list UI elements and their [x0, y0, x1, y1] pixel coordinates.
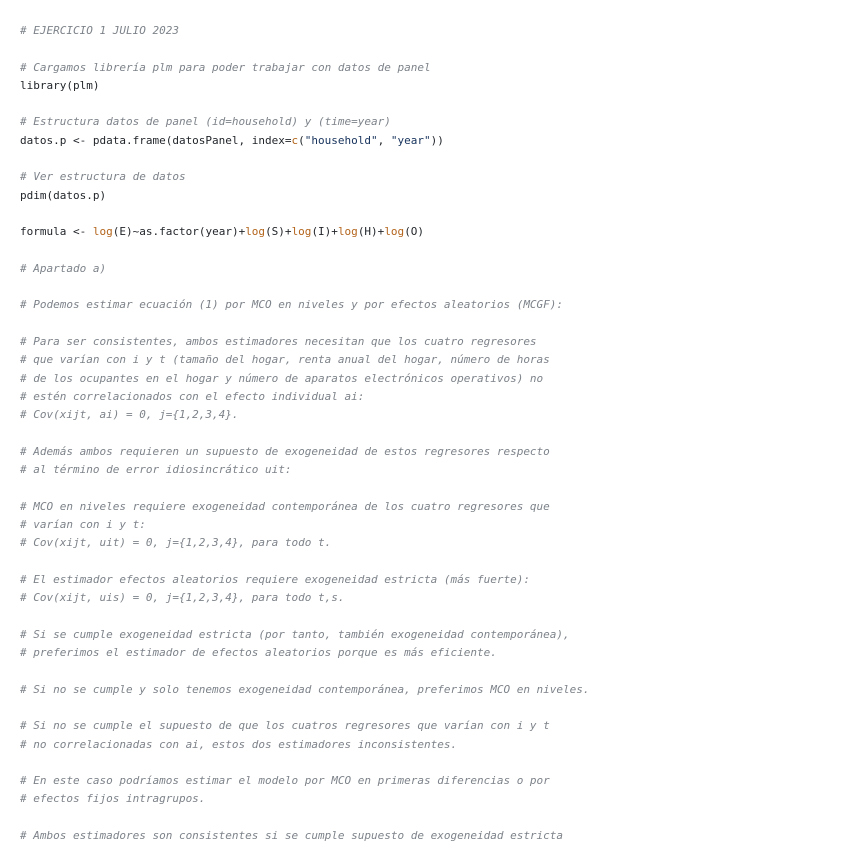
blank-line[interactable] — [20, 754, 590, 772]
comment-line[interactable]: # Cargamos librería plm para poder trabajar con datos de panel — [20, 60, 431, 74]
code-token: (O) — [404, 225, 425, 239]
comment-line[interactable]: # Cov(xijt, uis) = 0, j={1,2,3,4}, para todo t,s. — [20, 591, 345, 605]
comment-line[interactable]: # EJERCICIO 1 JULIO 2023 — [20, 24, 179, 37]
blank-line[interactable] — [20, 315, 590, 333]
comment-line[interactable]: # Además ambos requieren un supuesto de exogeneidad de estos regresores respecto — [20, 444, 550, 458]
blank-line[interactable] — [20, 278, 590, 296]
function-token: c — [291, 133, 299, 147]
comment-line[interactable]: # MCO en niveles requiere exogeneidad contemporánea de los cuatro regresores que — [20, 499, 550, 513]
comment-line[interactable]: # de los ocupantes en el hogar y número de aparatos electrónicos operativos) no — [20, 371, 544, 385]
comment-line[interactable]: # Si no se cumple y solo tenemos exogeneidad contemporánea, preferimos MCO en niveles. — [20, 682, 590, 696]
blank-line[interactable] — [20, 425, 590, 443]
code-line[interactable]: pdim(datos.p) — [20, 188, 107, 202]
blank-line[interactable] — [20, 40, 590, 58]
comment-line[interactable]: # Si se cumple exogeneidad estricta (por tanto, también exogeneidad contemporánea), — [20, 627, 570, 641]
string-token: "year" — [390, 133, 431, 147]
function-token: log — [245, 225, 266, 239]
comment-line[interactable]: # al término de error idiosincrático uit: — [20, 463, 292, 477]
comment-line[interactable]: # Cov(xijt, uit) = 0, j={1,2,3,4}, para todo t. — [20, 536, 332, 550]
code-line[interactable] — [20, 223, 590, 241]
comment-line[interactable]: # Podemos estimar ecuación (1) por MCO en niveles y por efectos aleatorios (MCGF): — [20, 298, 564, 312]
comment-line[interactable]: # En este caso podríamos estimar el modelo por MCO en primeras diferencias o por — [20, 774, 550, 788]
blank-line[interactable] — [20, 150, 590, 168]
code-token: datos.p <- pdata.frame(datosPanel, index= — [20, 133, 292, 147]
comment-line[interactable]: # estén correlacionados con el efecto individual ai: — [20, 389, 365, 403]
code-token: (S)+ — [265, 225, 292, 239]
blank-line[interactable] — [20, 699, 590, 717]
comment-line[interactable]: # Apartado a) — [20, 261, 107, 275]
blank-line[interactable] — [20, 205, 590, 223]
code-token: )) — [430, 133, 444, 147]
code-token: ( — [298, 133, 305, 147]
comment-line[interactable]: # que varían con i y t (tamaño del hogar, renta anual del hogar, número de horas — [20, 353, 550, 367]
comment-line[interactable]: # Cov(xijt, ai) = 0, j={1,2,3,4}. — [20, 408, 239, 422]
blank-line[interactable] — [20, 95, 590, 113]
blank-line[interactable] — [20, 608, 590, 626]
blank-line[interactable] — [20, 479, 590, 497]
comment-line[interactable]: # Si no se cumple el supuesto de que los cuatros regresores que varían con i y t — [20, 719, 550, 733]
comment-line[interactable]: # Para ser consistentes, ambos estimadores necesitan que los cuatro regresores — [20, 335, 537, 349]
comment-line[interactable]: # no correlacionadas con ai, estos dos estimadores inconsistentes. — [20, 737, 458, 751]
comment-line[interactable]: # El estimador efectos aleatorios requiere exogeneidad estricta (más fuerte): — [20, 572, 530, 586]
blank-line[interactable] — [20, 809, 590, 827]
code-line[interactable]: library(plm) — [20, 78, 100, 92]
comment-line[interactable]: # efectos fijos intragrupos. — [20, 792, 206, 806]
string-token: "household" — [304, 133, 378, 147]
comment-line[interactable]: # Estructura datos de panel (id=household) y (time=year) — [20, 115, 391, 129]
blank-line[interactable] — [20, 553, 590, 571]
comment-line[interactable]: # varían con i y t: — [20, 518, 146, 532]
function-token: log — [337, 225, 358, 239]
blank-line[interactable] — [20, 242, 590, 260]
code-token: (I)+ — [311, 225, 338, 239]
code-token: , — [377, 133, 391, 147]
comment-line[interactable]: # Ambos estimadores son consistentes si se cumple supuesto de exogeneidad estricta — [20, 829, 564, 843]
function-token: log — [92, 225, 113, 239]
code-token: (H)+ — [357, 225, 385, 239]
comment-line[interactable]: # preferimos el estimador de efectos aleatorios porque es más eficiente. — [20, 646, 497, 660]
code-token: formula <- — [20, 225, 93, 239]
comment-line[interactable]: # Ver estructura de datos — [20, 170, 186, 184]
blank-line[interactable] — [20, 662, 590, 680]
code-editor[interactable] — [20, 22, 590, 845]
code-token: (E)~as.factor(year)+ — [112, 225, 246, 239]
function-token: log — [291, 225, 312, 239]
code-line[interactable] — [20, 132, 590, 150]
function-token: log — [384, 225, 405, 239]
